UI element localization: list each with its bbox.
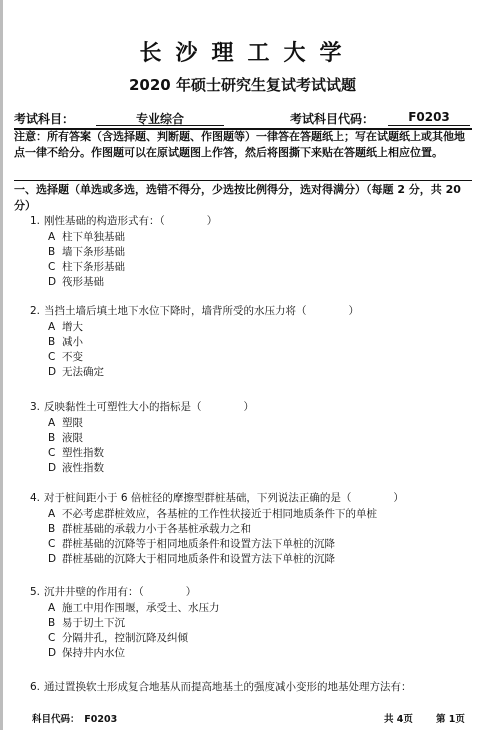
question-text: 对于桩间距小于 6 倍桩径的摩擦型群桩基础，下列说法正确的是 [44, 492, 341, 504]
question-stem [30, 679, 470, 696]
question-text: 沉井井壁的作用有： [44, 586, 139, 598]
option-d: D 液性指数 [48, 462, 104, 474]
footer-page-number: 第 1页 [436, 714, 465, 725]
question-stem [30, 303, 470, 320]
question-stem [30, 584, 470, 601]
option-a: A 增大 [48, 321, 83, 333]
option-b: B 群桩基础的承载力小于各基桩承载力之和 [48, 523, 251, 535]
answer-paren: （ ） [191, 401, 254, 413]
option-d: D 保持井内水位 [48, 647, 125, 659]
scan-edge [0, 0, 3, 730]
option-c: C 分隔井孔，控制沉降及纠倾 [48, 632, 188, 644]
subject-name-value: 专业综合 [96, 110, 224, 126]
option-c: C 柱下条形基础 [48, 261, 125, 273]
footer-subject-code: 科目代码： F0203 [32, 714, 118, 725]
question-text: 反映黏性土可塑性大小的指标是 [44, 401, 191, 413]
option-d: D 无法确定 [48, 366, 104, 378]
question-text: 刚性基础的构造形式有： [44, 215, 160, 227]
question-1 [30, 213, 470, 290]
footer-total-pages: 共 4页 [384, 714, 413, 725]
option-b: B 减小 [48, 336, 83, 348]
section-heading: 一、选择题（单选或多选，选错不得分，少选按比例得分，选对得满分）（每题 2 分，共 20 分） [14, 183, 461, 212]
university-name: 长沙理工大学 [139, 41, 356, 66]
subject-name-label: 考试科目： [14, 112, 75, 126]
answer-paren: （ ） [159, 215, 218, 227]
option-c: C 塑性指数 [48, 447, 104, 459]
question-3 [30, 399, 470, 476]
answer-paren: （ ） [296, 305, 359, 317]
question-2 [30, 303, 470, 380]
option-a: A 柱下单独基础 [48, 231, 125, 243]
subject-code-label: 考试科目代码： [290, 112, 375, 126]
option-b: B 墙下条形基础 [48, 246, 125, 258]
question-stem [30, 399, 470, 416]
question-number: 3. [30, 401, 41, 413]
question-6 [30, 679, 470, 696]
notice-rule [14, 180, 472, 181]
question-4 [30, 490, 470, 567]
option-c: C 不变 [48, 351, 83, 363]
notice-text: 注意：所有答案（含选择题、判断题、作图题等）一律答在答题纸上；写在试题纸上或其他地点一律不给分。作图题可以在原试题图上作答，然后将图撕下来贴在答题纸上相应位置。 [14, 130, 465, 159]
option-a: A 塑限 [48, 417, 83, 429]
question-text: 通过置换软土形成复合地基从而提高地基土的强度减小变形的地基处理方法有： [44, 681, 412, 693]
option-a: A 施工中用作围堰，承受土、水压力 [48, 602, 220, 614]
option-d: D 群桩基础的沉降大于相同地质条件和设置方法下单桩的沉降 [48, 553, 335, 565]
question-number: 2. [30, 305, 41, 317]
option-b: B 液限 [48, 432, 83, 444]
subject-code-value: F0203 [388, 110, 470, 126]
option-b: B 易于切土下沉 [48, 617, 125, 629]
question-text: 当挡土墙后填土地下水位下降时，墙背所受的水压力将 [44, 305, 296, 317]
subject-row [14, 110, 474, 128]
option-a: A 不必考虑群桩效应，各基桩的工作性状接近于相同地质条件下的单桩 [48, 508, 377, 520]
question-stem [30, 213, 470, 230]
question-number: 6. [30, 681, 41, 693]
exam-title: 2020 年硕士研究生复试考试试题 [129, 76, 356, 94]
question-number: 1. [30, 215, 41, 227]
answer-paren: （ ） [340, 492, 404, 504]
option-c: C 群桩基础的沉降等于相同地质条件和设置方法下单桩的沉降 [48, 538, 335, 550]
question-number: 5. [30, 586, 41, 598]
question-stem [30, 490, 470, 507]
question-5 [30, 584, 470, 661]
question-number: 4. [30, 492, 41, 504]
option-d: D 筏形基础 [48, 276, 104, 288]
answer-paren: （ ） [138, 586, 197, 598]
